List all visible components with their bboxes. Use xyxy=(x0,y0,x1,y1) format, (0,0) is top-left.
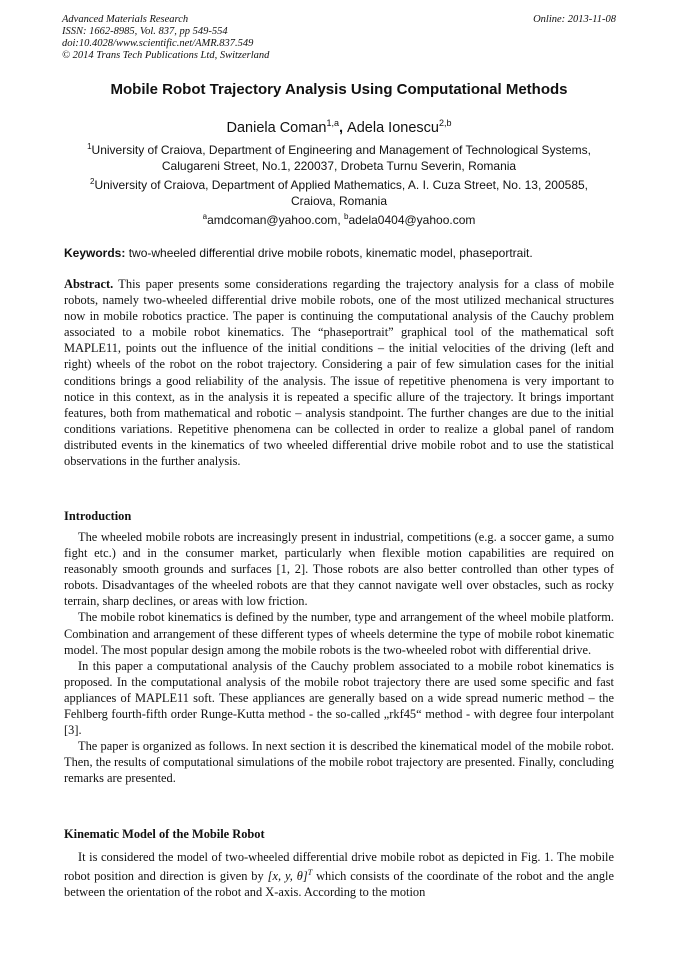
keywords-label: Keywords: xyxy=(64,246,126,260)
affiliation-1-number: 1 xyxy=(87,142,92,151)
intro-paragraph-2: The mobile robot kinematics is defined by the number, type and arrangement of the wheel mobile platform. Combination and arrangement of these different types of wheels determine the type of mobile robot kinematic model. The most popular design among the mobile robots is the two-wheeled robot with differential drive. xyxy=(64,610,614,657)
abstract xyxy=(64,276,614,469)
state-vector: [x, y, θ] xyxy=(267,869,308,884)
kinematic-model-heading: Kinematic Model of the Mobile Robot xyxy=(64,827,265,841)
affiliation-1-line-1: University of Craiova, Department of Engineering and Management of Technological Systems, xyxy=(91,143,591,157)
author-2-affil: 2,b xyxy=(438,118,452,128)
author-1: Daniela Coman xyxy=(226,119,327,136)
state-vector-transpose: T xyxy=(307,868,313,878)
author-2: Adela Ionescu xyxy=(347,119,439,136)
affiliation-1-line-2: Calugareni Street, No.1, 220037, Drobeta Turnu Severin, Romania xyxy=(161,158,517,173)
abstract-text: This paper presents some considerations regarding the trajectory analysis for a class of mobile robots, namely two-wheeled differential drive mobile robots, one of the most utilized mechanical structures now in mobile robotics practice. The paper is continuing the computational analysis of the Cauchy problem associated to a mobile robot kinematics. The “phaseportrait” graphical tool of the mathematical soft MAPLE11, points out the influence of the initial conditions – the initial velocities of the driving (left and right) wheels of the robot on the robot trajectory. Considering a pair of few simulation cases for the initial conditions brings a good reliability of the analysis. The issue of repetitive phenomena is very important to notice in this context, as in the analysis it is repeated a specific allure of the trajectory. It brings important features, both from mathematical and robotic – analysis standpoint. The further changes are due to the initial conditions variations. Repetitive phenomena can be collected in order to realize a global panel of random distributed events in the kinematics of two wheeled differential drive mobile robot and to use the statistical observations in the further analysis. xyxy=(64,277,614,469)
author-line xyxy=(40,114,638,137)
email-b[interactable]: adela0404@yahoo.com xyxy=(348,213,476,227)
keywords xyxy=(64,246,614,261)
journal-copyright: © 2014 Trans Tech Publications Ltd, Switzerland xyxy=(62,50,270,61)
kinematic-text-b: which consists of the coordinate of the robot and the angle between the orientation of the robot and X-axis. According to the motion xyxy=(64,869,614,900)
intro-paragraph-4: The paper is organized as follows. In next section it is described the kinematical model of the mobile robot. Then, the results of computational simulations of the mobile robot trajectory are presented. Finally, concluding remarks are presented. xyxy=(64,739,614,786)
introduction-heading: Introduction xyxy=(64,509,132,523)
email-separator: , xyxy=(337,213,344,227)
journal-header xyxy=(62,14,616,62)
keywords-text: two-wheeled differential drive mobile robots, kinematic model, phaseportrait. xyxy=(125,246,533,260)
author-1-affil: 1,a xyxy=(326,118,339,128)
kinematic-model-body xyxy=(64,849,614,900)
journal-doi: doi:10.4028/www.scientific.net/AMR.837.549 xyxy=(62,38,254,49)
affiliation-2-line-1: University of Craiova, Department of Applied Mathematics, A. I. Cuza Street, No. 13, 200585, xyxy=(94,178,589,192)
affiliation-2 xyxy=(62,174,616,209)
affiliation-1 xyxy=(62,139,616,174)
affiliation-2-number: 2 xyxy=(89,177,95,186)
introduction-body xyxy=(64,529,614,787)
author-separator: , xyxy=(338,119,348,136)
abstract-paragraph xyxy=(64,276,614,469)
abstract-label: Abstract. xyxy=(64,277,114,291)
online-date: Online: 2013-11-08 xyxy=(533,14,616,25)
intro-paragraph-1: The wheeled mobile robots are increasingly present in industrial, competitions (e.g. a soccer game, a sumo fight etc.) and in the consumer market, particularly when flexible motion capabilities are required on reasonably smooth grounds and surfaces [1, 2]. Those robots are also better controlled than other types of robots. Disadvantages of the wheeled robots are that they cannot navigate well over obstacles, such as rocky terrain, sharp declines, or areas with low friction. xyxy=(64,530,614,609)
affiliation-2-line-2: Craiova, Romania xyxy=(290,193,388,208)
author-emails xyxy=(62,209,616,228)
paper-title: Mobile Robot Trajectory Analysis Using Computational Methods xyxy=(110,81,568,98)
kinematic-text-a: It is considered the model of two-wheeled differential drive mobile robot as depicted in Fig. 1. The mobile robot position and direction is given by xyxy=(64,850,614,884)
intro-paragraph-3: In this paper a computational analysis of the Cauchy problem associated to a mobile robot kinematics is proposed. In the computational analysis of the mobile robot trajectory there are used some specific and fast appliances of MAPLE11 soft. These appliances are generally based on a wide spread numeric method – the Fehlberg fourth-fifth order Runge-Kutta method - the so-called „rkf45“ method - with degree four interpolant [3]. xyxy=(64,658,614,738)
kinematic-paragraph-1 xyxy=(64,849,614,900)
journal-issn: ISSN: 1662-8985, Vol. 837, pp 549-554 xyxy=(62,26,228,37)
email-b-marker: b xyxy=(343,212,349,221)
email-a[interactable]: amdcoman@yahoo.com xyxy=(207,213,338,227)
journal-name: Advanced Materials Research xyxy=(62,14,189,25)
email-a-marker: a xyxy=(202,212,208,221)
